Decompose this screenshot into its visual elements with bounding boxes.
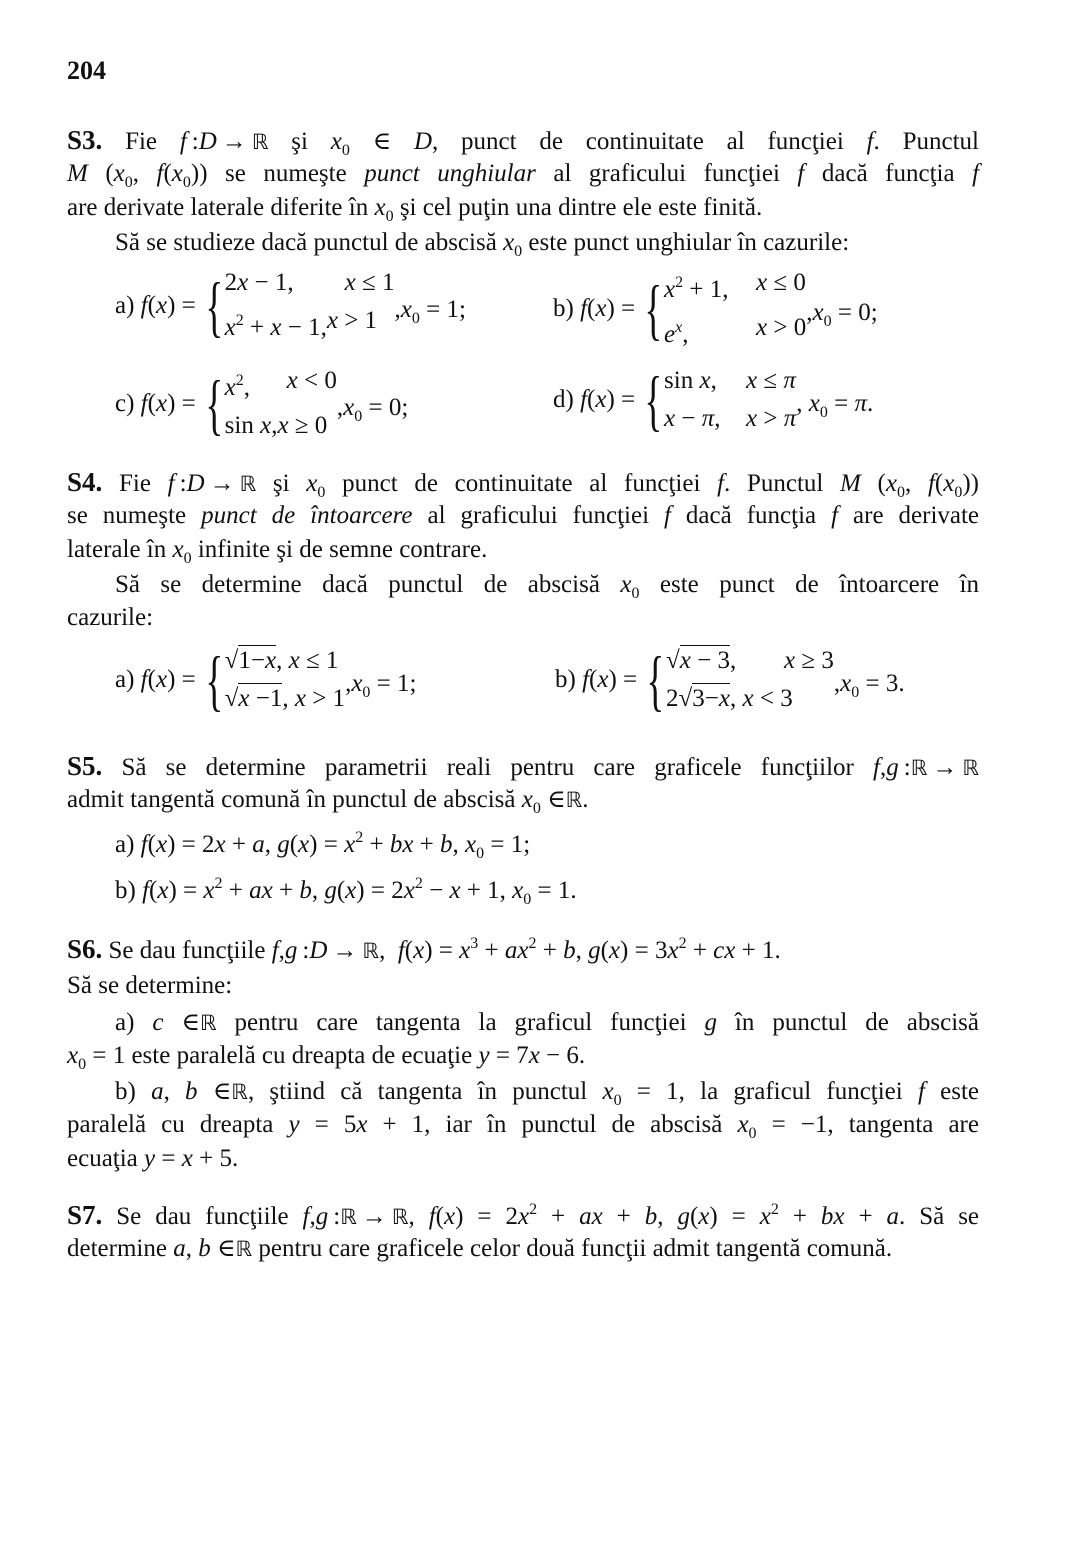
- s3-intro-line-1: S3. Fie f :D → ℝ şi $x_0$ ∈ D, punct de continuitate al funcţiei f. Punctul: [67, 125, 979, 159]
- s3-task: Să se studieze dacă punctul de abscisă $x_0$ este punct unghiular în cazurile:: [115, 229, 850, 260]
- brace-icon: {: [205, 642, 224, 718]
- s4-intro-line-1: S4. Fie f :D → ℝ şi $x_0$ punct de continuitate al funcţiei f. Punctul M ($x_0$, $f(x_0)$): [67, 467, 979, 501]
- s6-intro-line-2: Să se determine:: [67, 972, 233, 999]
- s3-case-a: a) f ( x ) = { 2x − 1, x ≤ 1 $x^2 + x - 1$, x > 1 $,x_0 = 1$;: [115, 267, 466, 344]
- s3-case-c: c) f ( x ) = { $x^2$, x < 0 sin x, x ≥ 0 $,x_0 = 0$;: [115, 365, 409, 442]
- s4-case-b: b) f ( x ) = { √x − 3, x ≥ 3 2√3−x, x < 3 $,x_0 = 3$.: [555, 642, 905, 718]
- s3-label: S3.: [67, 125, 103, 155]
- brace-icon: {: [644, 271, 663, 347]
- s4-term: punct de întoarcere: [201, 502, 413, 529]
- s6-label: S6.: [67, 934, 103, 964]
- s4-task-line-1: Să se determine dacă punctul de abscisă $x_0$ este punct de întoarcere în: [115, 571, 979, 602]
- s3-case-b: b) f ( x ) = { $x^2 + 1$, x ≤ 0 $e^x$, x > 0 $,x_0 = 0$;: [553, 269, 878, 348]
- s7-line-2: determine a, b ∈ℝ pentru care graficele celor două funcţii admit tangentă comună.: [67, 1235, 893, 1262]
- s6-intro-line-1: S6. Se dau funcţiile f,g :D → ℝ, $f(x) = x^3 + ax^2 + b$, $g(x) = 3x^2$ + cx + 1.: [67, 934, 781, 964]
- s5-label: S5.: [67, 751, 103, 781]
- s6-item-a-line-1: a) c ∈ℝ pentru care tangenta la graficul funcţiei g în punctul de abscisă: [115, 1009, 979, 1036]
- s3-intro-line-2: M ($x_0$, $f(x_0)$) se numeşte punct unghiular al graficului funcţiei f dacă funcţia f: [67, 160, 980, 191]
- case-label: c): [115, 389, 135, 417]
- brace-icon: {: [205, 365, 224, 442]
- case-label: b): [553, 295, 574, 322]
- s7-line-1: S7. Se dau funcţiile f,g :ℝ → ℝ, $f(x) = 2x^2$ + ax + b, $g(x) = x^2$ + bx + a. Să se: [67, 1200, 980, 1230]
- s6-item-b-line-1: b) a, b ∈ℝ, ştiind că tangenta în punctul $x_0 = 1$, la graficul funcţiei f este: [115, 1078, 980, 1109]
- s3-term: punct unghiular: [364, 160, 536, 187]
- s3-intro-line-3: are derivate laterale diferite în $x_0$ şi cel puţin una dintre ele este finită.: [67, 194, 763, 225]
- s6-item-b-line-3: ecuaţia y = x + 5.: [67, 1145, 239, 1172]
- page-number: 204: [67, 56, 106, 85]
- s6-item-a-line-2: $x_0 = 1$ este paralelă cu dreapta de ecuaţie y = 7x − 6.: [67, 1042, 586, 1073]
- case-label: d): [553, 386, 574, 413]
- case-label: a): [115, 291, 135, 319]
- s4-intro-line-2: se numeşte punct de întoarcere al graficului funcţiei f dacă funcţia f are derivate: [67, 502, 980, 529]
- s4-case-a: a) f ( x ) = { √1−x, x ≤ 1 √x −1, x > 1 $,x_0 = 1$;: [115, 642, 417, 718]
- brace-icon: {: [644, 362, 663, 438]
- s5-item-a: a) f(x) = 2x + a, $g(x) = x^2$ + bx + b, $x_0 = 1$;: [115, 829, 531, 862]
- s4-task-line-2: cazurile:: [67, 604, 154, 631]
- s7-label: S7.: [67, 1200, 103, 1230]
- s5-item-b: b) $f(x) = x^2$ + ax + b, $g(x) = 2x^2 - x + 1$, $x_0 = 1$.: [115, 875, 577, 908]
- s3-case-d: d) f ( x ) = { sin x, x ≤ π x − π, x > π , $x_0 = \pi$.: [553, 362, 874, 438]
- s4-intro-line-3: laterale în $x_0$ infinite şi de semne contrare.: [67, 536, 488, 567]
- s6-item-b-line-2: paralelă cu dreapta y = 5x + 1, iar în punctul de abscisă $x_0 = -1$, tangenta are: [67, 1111, 979, 1142]
- case-label: b): [555, 666, 576, 693]
- s5-intro-line-2: admit tangentă comună în punctul de abscisă $x_0$ ∈ℝ.: [67, 786, 589, 817]
- brace-icon: {: [646, 642, 665, 718]
- case-label: a): [115, 666, 135, 693]
- s4-label: S4.: [67, 467, 103, 497]
- brace-icon: {: [205, 267, 224, 344]
- s5-intro-line-1: S5. Să se determine parametrii reali pentru care graficele funcţiilor f,g :ℝ → ℝ: [67, 751, 979, 781]
